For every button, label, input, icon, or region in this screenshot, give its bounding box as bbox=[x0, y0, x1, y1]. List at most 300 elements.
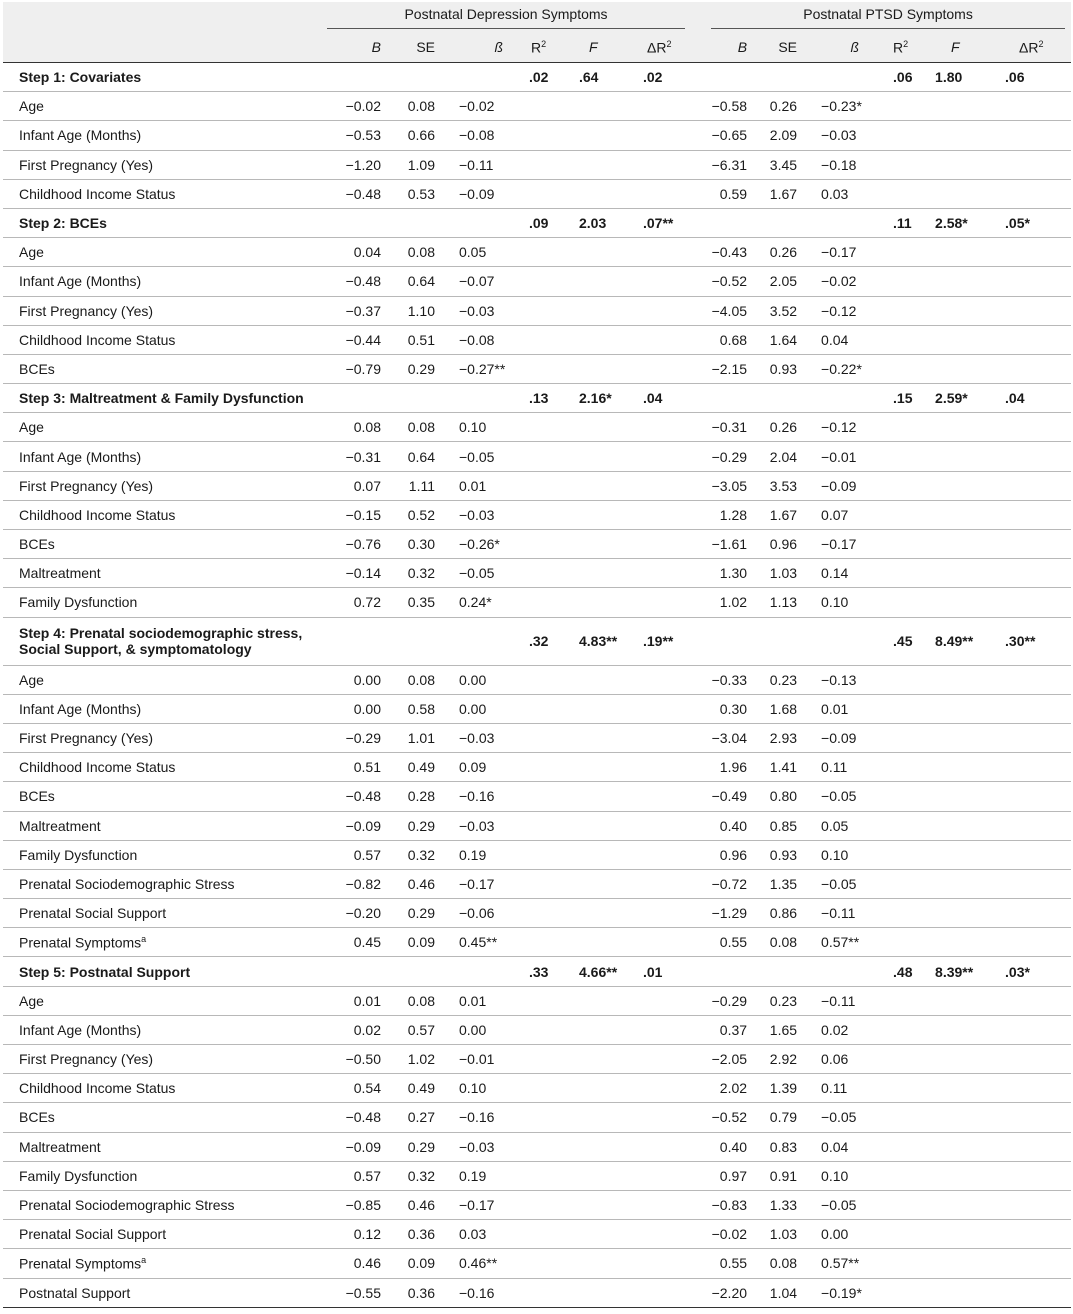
r2-value bbox=[525, 665, 573, 694]
spacer bbox=[691, 1161, 705, 1190]
delta-r2-value bbox=[633, 1074, 691, 1103]
b-value-ptsd: −4.05 bbox=[705, 296, 755, 325]
row-label: Childhood Income Status bbox=[3, 753, 321, 782]
table-row bbox=[3, 530, 1071, 559]
beta-value-ptsd: 0.04 bbox=[805, 325, 883, 354]
se-value: 0.29 bbox=[391, 354, 445, 383]
delta-r2-value-ptsd bbox=[989, 121, 1071, 150]
se-value-ptsd: 0.93 bbox=[755, 354, 805, 383]
f-value-ptsd: 8.49** bbox=[931, 617, 989, 665]
group-header-ptsd: Postnatal PTSD Symptoms bbox=[705, 2, 1071, 32]
table-step-row bbox=[3, 63, 1071, 92]
b-value: 0.57 bbox=[321, 840, 391, 869]
se-value-ptsd: 0.93 bbox=[755, 840, 805, 869]
r2-value bbox=[525, 1132, 573, 1161]
beta-value: −0.27** bbox=[445, 354, 525, 383]
beta-value-ptsd: −0.17 bbox=[805, 238, 883, 267]
r2-value bbox=[525, 471, 573, 500]
se-value bbox=[391, 957, 445, 986]
r2-value bbox=[525, 588, 573, 617]
row-label: Childhood Income Status bbox=[3, 500, 321, 529]
spacer bbox=[691, 500, 705, 529]
r2-value-ptsd: .06 bbox=[883, 63, 931, 92]
se-value: 0.08 bbox=[391, 665, 445, 694]
b-value-ptsd bbox=[705, 957, 755, 986]
spacer bbox=[691, 442, 705, 471]
delta-r2-value-ptsd bbox=[989, 413, 1071, 442]
b-value-ptsd: −0.52 bbox=[705, 267, 755, 296]
r2-value bbox=[525, 296, 573, 325]
r2-value bbox=[525, 1103, 573, 1132]
beta-value-ptsd: 0.57** bbox=[805, 1249, 883, 1278]
beta-value: −0.16 bbox=[445, 1103, 525, 1132]
beta-value-ptsd: −0.05 bbox=[805, 1103, 883, 1132]
se-value-ptsd: 1.68 bbox=[755, 694, 805, 723]
table-row bbox=[3, 899, 1071, 928]
f-value bbox=[573, 267, 633, 296]
delta-r2-value bbox=[633, 869, 691, 898]
b-value-ptsd: 0.68 bbox=[705, 325, 755, 354]
r2-value bbox=[525, 92, 573, 121]
b-value-ptsd bbox=[705, 208, 755, 237]
r2-value-ptsd bbox=[883, 588, 931, 617]
b-value: 0.57 bbox=[321, 1161, 391, 1190]
delta-r2-value bbox=[633, 1045, 691, 1074]
beta-value-ptsd: 0.01 bbox=[805, 694, 883, 723]
b-value-ptsd: 1.28 bbox=[705, 500, 755, 529]
beta-value: 0.10 bbox=[445, 413, 525, 442]
f-value bbox=[573, 986, 633, 1015]
f-value: 4.66** bbox=[573, 957, 633, 986]
row-label: Infant Age (Months) bbox=[3, 1015, 321, 1044]
r2-value-ptsd bbox=[883, 559, 931, 588]
beta-value-ptsd: 0.04 bbox=[805, 1132, 883, 1161]
se-value bbox=[391, 63, 445, 92]
delta-r2-value-ptsd: .05* bbox=[989, 208, 1071, 237]
se-value-ptsd: 1.13 bbox=[755, 588, 805, 617]
spacer bbox=[691, 267, 705, 296]
table-row bbox=[3, 1278, 1071, 1307]
spacer bbox=[691, 1220, 705, 1249]
b-value-ptsd: −0.65 bbox=[705, 121, 755, 150]
row-label: Childhood Income Status bbox=[3, 179, 321, 208]
delta-r2-value-ptsd bbox=[989, 1190, 1071, 1219]
row-label: Family Dysfunction bbox=[3, 588, 321, 617]
r2-value-ptsd: .45 bbox=[883, 617, 931, 665]
f-value-ptsd bbox=[931, 1132, 989, 1161]
delta-r2-value bbox=[633, 665, 691, 694]
delta-r2-value-ptsd bbox=[989, 1074, 1071, 1103]
spacer bbox=[691, 928, 705, 957]
b-value: 0.07 bbox=[321, 471, 391, 500]
se-value: 0.28 bbox=[391, 782, 445, 811]
delta-r2-value bbox=[633, 500, 691, 529]
se-value-ptsd bbox=[755, 208, 805, 237]
row-label: Step 1: Covariates bbox=[3, 63, 321, 92]
se-value bbox=[391, 208, 445, 237]
delta-r2-value-ptsd bbox=[989, 899, 1071, 928]
delta-r2-value bbox=[633, 1132, 691, 1161]
delta-r2-value-ptsd bbox=[989, 92, 1071, 121]
b-value: −0.09 bbox=[321, 1132, 391, 1161]
b-value-ptsd: 0.97 bbox=[705, 1161, 755, 1190]
spacer bbox=[691, 354, 705, 383]
r2-value-ptsd bbox=[883, 530, 931, 559]
beta-value: −0.03 bbox=[445, 500, 525, 529]
spacer bbox=[691, 92, 705, 121]
beta-value-ptsd: −0.17 bbox=[805, 530, 883, 559]
spacer bbox=[691, 121, 705, 150]
se-value: 0.08 bbox=[391, 986, 445, 1015]
f-value bbox=[573, 238, 633, 267]
beta-value-ptsd: −0.18 bbox=[805, 150, 883, 179]
f-value-ptsd bbox=[931, 92, 989, 121]
beta-value: 0.10 bbox=[445, 1074, 525, 1103]
b-value-ptsd: 2.02 bbox=[705, 1074, 755, 1103]
table-row bbox=[3, 1103, 1071, 1132]
f-value-ptsd bbox=[931, 150, 989, 179]
se-value-ptsd bbox=[755, 617, 805, 665]
regression-table bbox=[3, 2, 1071, 1308]
se-value-ptsd: 2.09 bbox=[755, 121, 805, 150]
delta-r2-value-ptsd bbox=[989, 588, 1071, 617]
se-value: 0.36 bbox=[391, 1278, 445, 1307]
spacer bbox=[691, 753, 705, 782]
se-value-ptsd: 0.23 bbox=[755, 986, 805, 1015]
r2-value bbox=[525, 694, 573, 723]
b-value-ptsd: −3.04 bbox=[705, 723, 755, 752]
spacer bbox=[691, 179, 705, 208]
r2-value bbox=[525, 899, 573, 928]
f-value-ptsd bbox=[931, 811, 989, 840]
se-value: 0.46 bbox=[391, 869, 445, 898]
delta-r2-value-ptsd bbox=[989, 665, 1071, 694]
beta-value: 0.24* bbox=[445, 588, 525, 617]
r2-value-ptsd bbox=[883, 665, 931, 694]
delta-r2-value bbox=[633, 325, 691, 354]
f-value-ptsd bbox=[931, 986, 989, 1015]
beta-value-ptsd: −0.12 bbox=[805, 296, 883, 325]
se-value: 0.08 bbox=[391, 92, 445, 121]
delta-r2-value bbox=[633, 559, 691, 588]
r2-value-ptsd: .48 bbox=[883, 957, 931, 986]
header-row-groups bbox=[3, 2, 1071, 32]
table-row bbox=[3, 869, 1071, 898]
spacer bbox=[691, 208, 705, 237]
table-row bbox=[3, 354, 1071, 383]
se-value: 0.51 bbox=[391, 325, 445, 354]
r2-value-ptsd bbox=[883, 1015, 931, 1044]
f-value: .64 bbox=[573, 63, 633, 92]
table-row bbox=[3, 753, 1071, 782]
beta-value-ptsd: 0.10 bbox=[805, 840, 883, 869]
b-value-ptsd: −0.72 bbox=[705, 869, 755, 898]
row-label: Maltreatment bbox=[3, 1132, 321, 1161]
beta-value: 0.01 bbox=[445, 471, 525, 500]
f-value bbox=[573, 150, 633, 179]
beta-value: 0.01 bbox=[445, 986, 525, 1015]
beta-value-ptsd: 0.02 bbox=[805, 1015, 883, 1044]
se-value: 0.49 bbox=[391, 753, 445, 782]
spacer bbox=[691, 588, 705, 617]
f-value-ptsd bbox=[931, 530, 989, 559]
r2-value bbox=[525, 928, 573, 957]
r2-value-ptsd bbox=[883, 325, 931, 354]
r2-value-ptsd bbox=[883, 238, 931, 267]
b-value: 0.00 bbox=[321, 665, 391, 694]
row-label: Step 3: Maltreatment & Family Dysfunction bbox=[3, 384, 321, 413]
col-header-r2-ptsd: $R^2$ bbox=[883, 32, 931, 63]
b-value-ptsd: 0.55 bbox=[705, 1249, 755, 1278]
delta-r2-value-ptsd bbox=[989, 1132, 1071, 1161]
se-value-ptsd: 0.08 bbox=[755, 1249, 805, 1278]
r2-value-ptsd bbox=[883, 753, 931, 782]
delta-r2-value bbox=[633, 588, 691, 617]
delta-r2-value-ptsd bbox=[989, 753, 1071, 782]
f-value bbox=[573, 1249, 633, 1278]
delta-r2-value bbox=[633, 296, 691, 325]
f-value bbox=[573, 665, 633, 694]
f-value-ptsd bbox=[931, 840, 989, 869]
se-value: 0.08 bbox=[391, 238, 445, 267]
delta-r2-value-ptsd bbox=[989, 694, 1071, 723]
f-value bbox=[573, 782, 633, 811]
se-value-ptsd: 2.92 bbox=[755, 1045, 805, 1074]
r2-value-ptsd bbox=[883, 354, 931, 383]
r2-value-ptsd bbox=[883, 179, 931, 208]
f-value-ptsd bbox=[931, 928, 989, 957]
f-value bbox=[573, 723, 633, 752]
spacer bbox=[691, 723, 705, 752]
se-value-ptsd: 1.67 bbox=[755, 179, 805, 208]
delta-r2-value bbox=[633, 267, 691, 296]
beta-value-ptsd: −0.02 bbox=[805, 267, 883, 296]
r2-value bbox=[525, 121, 573, 150]
table-row bbox=[3, 1161, 1071, 1190]
spacer bbox=[691, 296, 705, 325]
b-value: 0.72 bbox=[321, 588, 391, 617]
table-row bbox=[3, 413, 1071, 442]
table-row bbox=[3, 1015, 1071, 1044]
b-value: 0.08 bbox=[321, 413, 391, 442]
delta-r2-value-ptsd bbox=[989, 723, 1071, 752]
delta-r2-value bbox=[633, 1278, 691, 1307]
delta-r2-value-ptsd bbox=[989, 530, 1071, 559]
r2-value: .02 bbox=[525, 63, 573, 92]
se-value: 0.35 bbox=[391, 588, 445, 617]
r2-value bbox=[525, 1074, 573, 1103]
table-row bbox=[3, 665, 1071, 694]
r2-value-ptsd bbox=[883, 869, 931, 898]
r2-value-ptsd bbox=[883, 413, 931, 442]
f-value bbox=[573, 588, 633, 617]
beta-value: 0.00 bbox=[445, 694, 525, 723]
spacer bbox=[691, 238, 705, 267]
delta-r2-value-ptsd bbox=[989, 986, 1071, 1015]
se-value-ptsd: 0.91 bbox=[755, 1161, 805, 1190]
f-value bbox=[573, 1074, 633, 1103]
se-value: 0.29 bbox=[391, 1132, 445, 1161]
spacer bbox=[691, 471, 705, 500]
f-value-ptsd bbox=[931, 500, 989, 529]
delta-r2-value-ptsd: .06 bbox=[989, 63, 1071, 92]
beta-value-ptsd bbox=[805, 617, 883, 665]
beta-value: −0.17 bbox=[445, 1190, 525, 1219]
spacer bbox=[691, 811, 705, 840]
f-value: 2.16* bbox=[573, 384, 633, 413]
se-value: 0.29 bbox=[391, 811, 445, 840]
delta-r2-value-ptsd bbox=[989, 1161, 1071, 1190]
beta-value bbox=[445, 63, 525, 92]
row-label: Infant Age (Months) bbox=[3, 121, 321, 150]
b-value-ptsd: −0.02 bbox=[705, 1220, 755, 1249]
beta-value-ptsd: −0.03 bbox=[805, 121, 883, 150]
b-value-ptsd: −0.33 bbox=[705, 665, 755, 694]
f-value bbox=[573, 325, 633, 354]
r2-value-ptsd: .15 bbox=[883, 384, 931, 413]
row-label: Age bbox=[3, 665, 321, 694]
beta-value bbox=[445, 957, 525, 986]
r2-value: .09 bbox=[525, 208, 573, 237]
table-row bbox=[3, 782, 1071, 811]
b-value-ptsd: −1.29 bbox=[705, 899, 755, 928]
r2-value bbox=[525, 1190, 573, 1219]
delta-r2-value-ptsd bbox=[989, 782, 1071, 811]
se-value-ptsd: 1.64 bbox=[755, 325, 805, 354]
r2-value bbox=[525, 753, 573, 782]
row-label: First Pregnancy (Yes) bbox=[3, 296, 321, 325]
r2-value bbox=[525, 179, 573, 208]
delta-r2-value-ptsd bbox=[989, 500, 1071, 529]
beta-value-ptsd: −0.01 bbox=[805, 442, 883, 471]
r2-value bbox=[525, 559, 573, 588]
se-value-ptsd: 2.93 bbox=[755, 723, 805, 752]
se-value: 0.27 bbox=[391, 1103, 445, 1132]
delta-r2-value: .01 bbox=[633, 957, 691, 986]
row-label: Prenatal Social Support bbox=[3, 1220, 321, 1249]
se-value-ptsd: 3.45 bbox=[755, 150, 805, 179]
table-row bbox=[3, 1045, 1071, 1074]
f-value-ptsd bbox=[931, 1015, 989, 1044]
se-value-ptsd: 1.33 bbox=[755, 1190, 805, 1219]
b-value bbox=[321, 384, 391, 413]
col-header-r2: $R^2$ bbox=[525, 32, 573, 63]
delta-r2-value bbox=[633, 694, 691, 723]
se-value: 0.08 bbox=[391, 413, 445, 442]
beta-value-ptsd: −0.09 bbox=[805, 471, 883, 500]
se-value-ptsd: 0.86 bbox=[755, 899, 805, 928]
se-value: 0.66 bbox=[391, 121, 445, 150]
table-step-row bbox=[3, 384, 1071, 413]
spacer bbox=[691, 530, 705, 559]
r2-value-ptsd bbox=[883, 1045, 931, 1074]
row-label: Maltreatment bbox=[3, 559, 321, 588]
delta-r2-value-ptsd bbox=[989, 267, 1071, 296]
beta-value: −0.03 bbox=[445, 811, 525, 840]
delta-r2-value bbox=[633, 471, 691, 500]
row-label: Prenatal Sociodemographic Stress bbox=[3, 1190, 321, 1219]
beta-value: −0.17 bbox=[445, 869, 525, 898]
r2-value-ptsd bbox=[883, 986, 931, 1015]
f-value-ptsd bbox=[931, 1278, 989, 1307]
f-value bbox=[573, 354, 633, 383]
se-value: 0.09 bbox=[391, 928, 445, 957]
col-header-se-ptsd: SE bbox=[755, 32, 805, 63]
table-row bbox=[3, 442, 1071, 471]
b-value: −0.48 bbox=[321, 267, 391, 296]
se-value bbox=[391, 384, 445, 413]
b-value-ptsd: −0.29 bbox=[705, 442, 755, 471]
f-value bbox=[573, 869, 633, 898]
se-value-ptsd: 0.96 bbox=[755, 530, 805, 559]
se-value: 0.30 bbox=[391, 530, 445, 559]
b-value-ptsd: −6.31 bbox=[705, 150, 755, 179]
f-value-ptsd bbox=[931, 442, 989, 471]
f-value-ptsd bbox=[931, 354, 989, 383]
r2-value-ptsd bbox=[883, 1190, 931, 1219]
b-value: 0.00 bbox=[321, 694, 391, 723]
f-value bbox=[573, 811, 633, 840]
f-value bbox=[573, 92, 633, 121]
delta-r2-value bbox=[633, 1015, 691, 1044]
beta-value: −0.02 bbox=[445, 92, 525, 121]
b-value-ptsd bbox=[705, 63, 755, 92]
f-value-ptsd bbox=[931, 723, 989, 752]
delta-r2-value bbox=[633, 840, 691, 869]
delta-r2-value-ptsd bbox=[989, 869, 1071, 898]
f-value bbox=[573, 1132, 633, 1161]
b-value: −0.48 bbox=[321, 782, 391, 811]
delta-r2-value: .07** bbox=[633, 208, 691, 237]
b-value-ptsd bbox=[705, 617, 755, 665]
se-value bbox=[391, 617, 445, 665]
table-row bbox=[3, 92, 1071, 121]
se-value-ptsd: 1.67 bbox=[755, 500, 805, 529]
delta-r2-value-ptsd bbox=[989, 1015, 1071, 1044]
beta-value: 0.09 bbox=[445, 753, 525, 782]
spacer bbox=[691, 782, 705, 811]
row-label: Step 2: BCEs bbox=[3, 208, 321, 237]
table-row bbox=[3, 471, 1071, 500]
delta-r2-value-ptsd bbox=[989, 1103, 1071, 1132]
delta-r2-value bbox=[633, 1103, 691, 1132]
table-step-row bbox=[3, 957, 1071, 986]
delta-r2-value-ptsd bbox=[989, 179, 1071, 208]
r2-value bbox=[525, 1161, 573, 1190]
beta-value-ptsd: 0.57** bbox=[805, 928, 883, 957]
se-value-ptsd: 0.26 bbox=[755, 413, 805, 442]
beta-value: −0.03 bbox=[445, 296, 525, 325]
beta-value-ptsd: −0.05 bbox=[805, 869, 883, 898]
delta-r2-value-ptsd bbox=[989, 471, 1071, 500]
table-row bbox=[3, 1249, 1071, 1278]
b-value-ptsd: −0.31 bbox=[705, 413, 755, 442]
row-label: First Pregnancy (Yes) bbox=[3, 1045, 321, 1074]
f-value bbox=[573, 1220, 633, 1249]
spacer bbox=[691, 1045, 705, 1074]
table-row bbox=[3, 723, 1071, 752]
beta-value: −0.07 bbox=[445, 267, 525, 296]
se-value: 0.29 bbox=[391, 899, 445, 928]
col-header-f: F bbox=[573, 32, 633, 63]
r2-value bbox=[525, 986, 573, 1015]
se-value: 0.64 bbox=[391, 267, 445, 296]
beta-value-ptsd: 0.14 bbox=[805, 559, 883, 588]
delta-r2-value-ptsd: .30** bbox=[989, 617, 1071, 665]
b-value bbox=[321, 957, 391, 986]
table-row bbox=[3, 500, 1071, 529]
se-value: 0.32 bbox=[391, 840, 445, 869]
